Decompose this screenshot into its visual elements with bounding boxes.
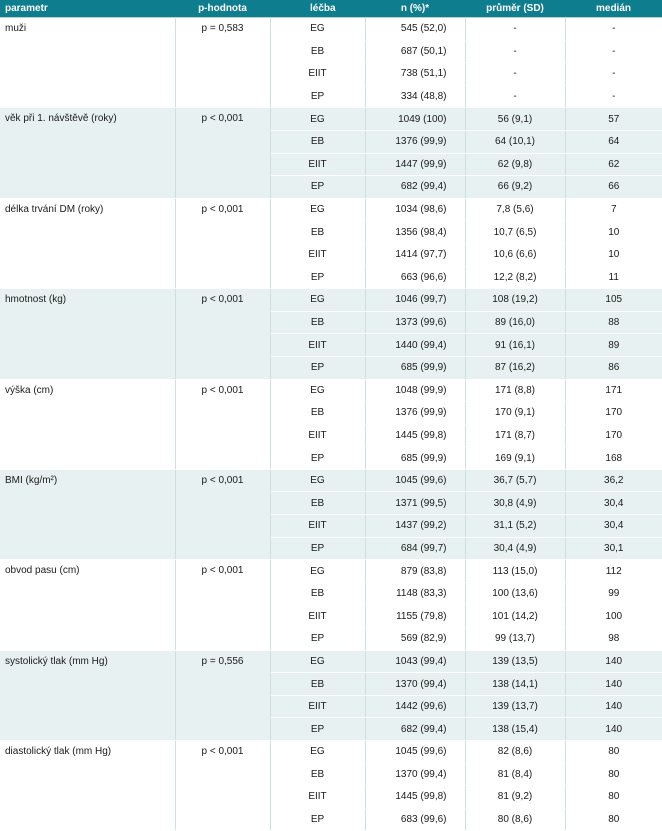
mean-sd-cell: 10,7 (6,5) — [465, 221, 565, 244]
mean-sd-cell: - — [465, 18, 565, 41]
treatment-cell: EG — [270, 289, 365, 312]
n-percent-cell: 683 (99,6) — [365, 808, 465, 831]
treatment-cell: EB — [270, 492, 365, 515]
treatment-cell: EB — [270, 402, 365, 425]
treatment-cell: EIIT — [270, 424, 365, 447]
n-percent-cell: 1371 (99,5) — [365, 492, 465, 515]
median-cell: 62 — [565, 153, 662, 176]
median-cell: 170 — [565, 424, 662, 447]
treatment-cell: EP — [270, 176, 365, 199]
mean-sd-cell: 31,1 (5,2) — [465, 515, 565, 538]
n-percent-cell: 569 (82,9) — [365, 628, 465, 651]
n-percent-cell: 1373 (99,6) — [365, 311, 465, 334]
n-percent-cell: 1440 (99,4) — [365, 334, 465, 357]
n-percent-cell: 1437 (99,2) — [365, 515, 465, 538]
n-percent-cell: 685 (99,9) — [365, 447, 465, 470]
header-mean-sd: průměr (SD) — [465, 0, 565, 18]
n-percent-cell: 687 (50,1) — [365, 40, 465, 63]
median-cell: 57 — [565, 108, 662, 131]
mean-sd-cell: 64 (10,1) — [465, 130, 565, 153]
n-percent-cell: 685 (99,9) — [365, 356, 465, 379]
treatment-cell: EG — [270, 469, 365, 492]
treatment-cell: EG — [270, 18, 365, 41]
header-median: medián — [565, 0, 662, 18]
median-cell: - — [565, 63, 662, 86]
table-row — [0, 18, 662, 41]
median-cell: 99 — [565, 582, 662, 605]
treatment-cell: EB — [270, 311, 365, 334]
treatment-cell: EG — [270, 650, 365, 673]
treatment-cell: EB — [270, 40, 365, 63]
table-row — [0, 741, 662, 764]
table-row — [0, 198, 662, 221]
mean-sd-cell: 81 (8,4) — [465, 763, 565, 786]
treatment-cell: EP — [270, 266, 365, 289]
n-percent-cell: 1445 (99,8) — [365, 424, 465, 447]
mean-sd-cell: 100 (13,6) — [465, 582, 565, 605]
treatment-cell: EB — [270, 582, 365, 605]
median-cell: 80 — [565, 763, 662, 786]
p-value: p < 0,001 — [175, 198, 270, 288]
n-percent-cell: 879 (83,8) — [365, 560, 465, 583]
p-value: p < 0,001 — [175, 560, 270, 650]
mean-sd-cell: - — [465, 63, 565, 86]
treatment-cell: EB — [270, 130, 365, 153]
mean-sd-cell: 30,4 (4,9) — [465, 537, 565, 560]
n-percent-cell: 1043 (99,4) — [365, 650, 465, 673]
mean-sd-cell: 62 (9,8) — [465, 153, 565, 176]
treatment-cell: EIIT — [270, 786, 365, 809]
header-treatment: léčba — [270, 0, 365, 18]
mean-sd-cell: 10,6 (6,6) — [465, 243, 565, 266]
median-cell: 140 — [565, 650, 662, 673]
n-percent-cell: 1414 (97,7) — [365, 243, 465, 266]
table-row — [0, 650, 662, 673]
median-cell: 11 — [565, 266, 662, 289]
median-cell: 170 — [565, 402, 662, 425]
n-percent-cell: 1046 (99,7) — [365, 289, 465, 312]
header-row — [0, 0, 662, 18]
treatment-cell: EIIT — [270, 153, 365, 176]
header-parametr: parametr — [0, 0, 175, 18]
parameter-name: výška (cm) — [0, 379, 175, 469]
treatment-cell: EP — [270, 808, 365, 831]
median-cell: - — [565, 40, 662, 63]
table-row — [0, 379, 662, 402]
treatment-cell: EIIT — [270, 243, 365, 266]
n-percent-cell: 1356 (98,4) — [365, 221, 465, 244]
median-cell: - — [565, 85, 662, 108]
mean-sd-cell: 56 (9,1) — [465, 108, 565, 131]
treatment-cell: EIIT — [270, 63, 365, 86]
median-cell: 88 — [565, 311, 662, 334]
parameter-name: obvod pasu (cm) — [0, 560, 175, 650]
mean-sd-cell: 169 (9,1) — [465, 447, 565, 470]
median-cell: 66 — [565, 176, 662, 199]
median-cell: 171 — [565, 379, 662, 402]
treatment-cell: EG — [270, 379, 365, 402]
n-percent-cell: 1370 (99,4) — [365, 673, 465, 696]
n-percent-cell: 1148 (83,3) — [365, 582, 465, 605]
p-value: p = 0,583 — [175, 18, 270, 108]
mean-sd-cell: 101 (14,2) — [465, 605, 565, 628]
n-percent-cell: 334 (48,8) — [365, 85, 465, 108]
mean-sd-cell: 99 (13,7) — [465, 628, 565, 651]
parameter-name: délka trvání DM (roky) — [0, 198, 175, 288]
median-cell: 80 — [565, 741, 662, 764]
n-percent-cell: 1370 (99,4) — [365, 763, 465, 786]
treatment-cell: EIIT — [270, 515, 365, 538]
mean-sd-cell: 66 (9,2) — [465, 176, 565, 199]
mean-sd-cell: - — [465, 85, 565, 108]
n-percent-cell: 1442 (99,6) — [365, 695, 465, 718]
n-percent-cell: 1155 (79,8) — [365, 605, 465, 628]
treatment-cell: EP — [270, 718, 365, 741]
n-percent-cell: 682 (99,4) — [365, 176, 465, 199]
median-cell: 168 — [565, 447, 662, 470]
median-cell: 7 — [565, 198, 662, 221]
treatment-cell: EP — [270, 537, 365, 560]
parameter-name: věk při 1. návštěvě (roky) — [0, 108, 175, 198]
header-n-percent: n (%)* — [365, 0, 465, 18]
n-percent-cell: 684 (99,7) — [365, 537, 465, 560]
p-value: p = 0,556 — [175, 650, 270, 740]
n-percent-cell: 1376 (99,9) — [365, 130, 465, 153]
treatment-cell: EG — [270, 198, 365, 221]
n-percent-cell: 1447 (99,9) — [365, 153, 465, 176]
n-percent-cell: 1049 (100) — [365, 108, 465, 131]
table-row — [0, 560, 662, 583]
n-percent-cell: 1376 (99,9) — [365, 402, 465, 425]
mean-sd-cell: 81 (9,2) — [465, 786, 565, 809]
median-cell: 89 — [565, 334, 662, 357]
mean-sd-cell: 139 (13,5) — [465, 650, 565, 673]
treatment-cell: EP — [270, 85, 365, 108]
treatment-cell: EG — [270, 560, 365, 583]
treatment-cell: EIIT — [270, 605, 365, 628]
treatment-cell: EP — [270, 628, 365, 651]
median-cell: 80 — [565, 808, 662, 831]
treatment-cell: EB — [270, 763, 365, 786]
header-p-value: p-hodnota — [175, 0, 270, 18]
mean-sd-cell: 12,2 (8,2) — [465, 266, 565, 289]
n-percent-cell: 1034 (98,6) — [365, 198, 465, 221]
mean-sd-cell: 87 (16,2) — [465, 356, 565, 379]
treatment-cell: EG — [270, 741, 365, 764]
parameter-name: muži — [0, 18, 175, 108]
mean-sd-cell: 7,8 (5,6) — [465, 198, 565, 221]
parameter-name: hmotnost (kg) — [0, 289, 175, 379]
p-value: p < 0,001 — [175, 108, 270, 198]
treatment-cell: EP — [270, 356, 365, 379]
median-cell: 140 — [565, 673, 662, 696]
mean-sd-cell: 138 (15,4) — [465, 718, 565, 741]
n-percent-cell: 545 (52,0) — [365, 18, 465, 41]
parameter-name: diastolický tlak (mm Hg) — [0, 741, 175, 831]
median-cell: 105 — [565, 289, 662, 312]
mean-sd-cell: 80 (8,6) — [465, 808, 565, 831]
n-percent-cell: 1048 (99,9) — [365, 379, 465, 402]
mean-sd-cell: - — [465, 40, 565, 63]
treatment-cell: EB — [270, 673, 365, 696]
p-value: p < 0,001 — [175, 289, 270, 379]
median-cell: 64 — [565, 130, 662, 153]
median-cell: 98 — [565, 628, 662, 651]
n-percent-cell: 1445 (99,8) — [365, 786, 465, 809]
median-cell: 10 — [565, 243, 662, 266]
table-row — [0, 289, 662, 312]
n-percent-cell: 682 (99,4) — [365, 718, 465, 741]
mean-sd-cell: 30,8 (4,9) — [465, 492, 565, 515]
parameter-name: BMI (kg/m²) — [0, 469, 175, 559]
table-row — [0, 108, 662, 131]
median-cell: - — [565, 18, 662, 41]
table-row — [0, 469, 662, 492]
median-cell: 100 — [565, 605, 662, 628]
treatment-cell: EB — [270, 221, 365, 244]
mean-sd-cell: 139 (13,7) — [465, 695, 565, 718]
mean-sd-cell: 138 (14,1) — [465, 673, 565, 696]
treatment-cell: EIIT — [270, 695, 365, 718]
median-cell: 30,1 — [565, 537, 662, 560]
table-body — [0, 18, 662, 831]
median-cell: 140 — [565, 718, 662, 741]
n-percent-cell: 663 (96,6) — [365, 266, 465, 289]
p-value: p < 0,001 — [175, 379, 270, 469]
mean-sd-cell: 36,7 (5,7) — [465, 469, 565, 492]
treatment-cell: EIIT — [270, 334, 365, 357]
mean-sd-cell: 91 (16,1) — [465, 334, 565, 357]
mean-sd-cell: 89 (16,0) — [465, 311, 565, 334]
median-cell: 36,2 — [565, 469, 662, 492]
median-cell: 112 — [565, 560, 662, 583]
median-cell: 140 — [565, 695, 662, 718]
median-cell: 30,4 — [565, 492, 662, 515]
n-percent-cell: 738 (51,1) — [365, 63, 465, 86]
median-cell: 30,4 — [565, 515, 662, 538]
mean-sd-cell: 113 (15,0) — [465, 560, 565, 583]
mean-sd-cell: 171 (8,8) — [465, 379, 565, 402]
p-value: p < 0,001 — [175, 469, 270, 559]
n-percent-cell: 1045 (99,6) — [365, 469, 465, 492]
median-cell: 86 — [565, 356, 662, 379]
median-cell: 80 — [565, 786, 662, 809]
p-value: p < 0,001 — [175, 741, 270, 831]
treatment-cell: EP — [270, 447, 365, 470]
mean-sd-cell: 108 (19,2) — [465, 289, 565, 312]
mean-sd-cell: 82 (8,6) — [465, 741, 565, 764]
n-percent-cell: 1045 (99,6) — [365, 741, 465, 764]
mean-sd-cell: 171 (8,7) — [465, 424, 565, 447]
mean-sd-cell: 170 (9,1) — [465, 402, 565, 425]
median-cell: 10 — [565, 221, 662, 244]
parameter-name: systolický tlak (mm Hg) — [0, 650, 175, 740]
treatment-cell: EG — [270, 108, 365, 131]
